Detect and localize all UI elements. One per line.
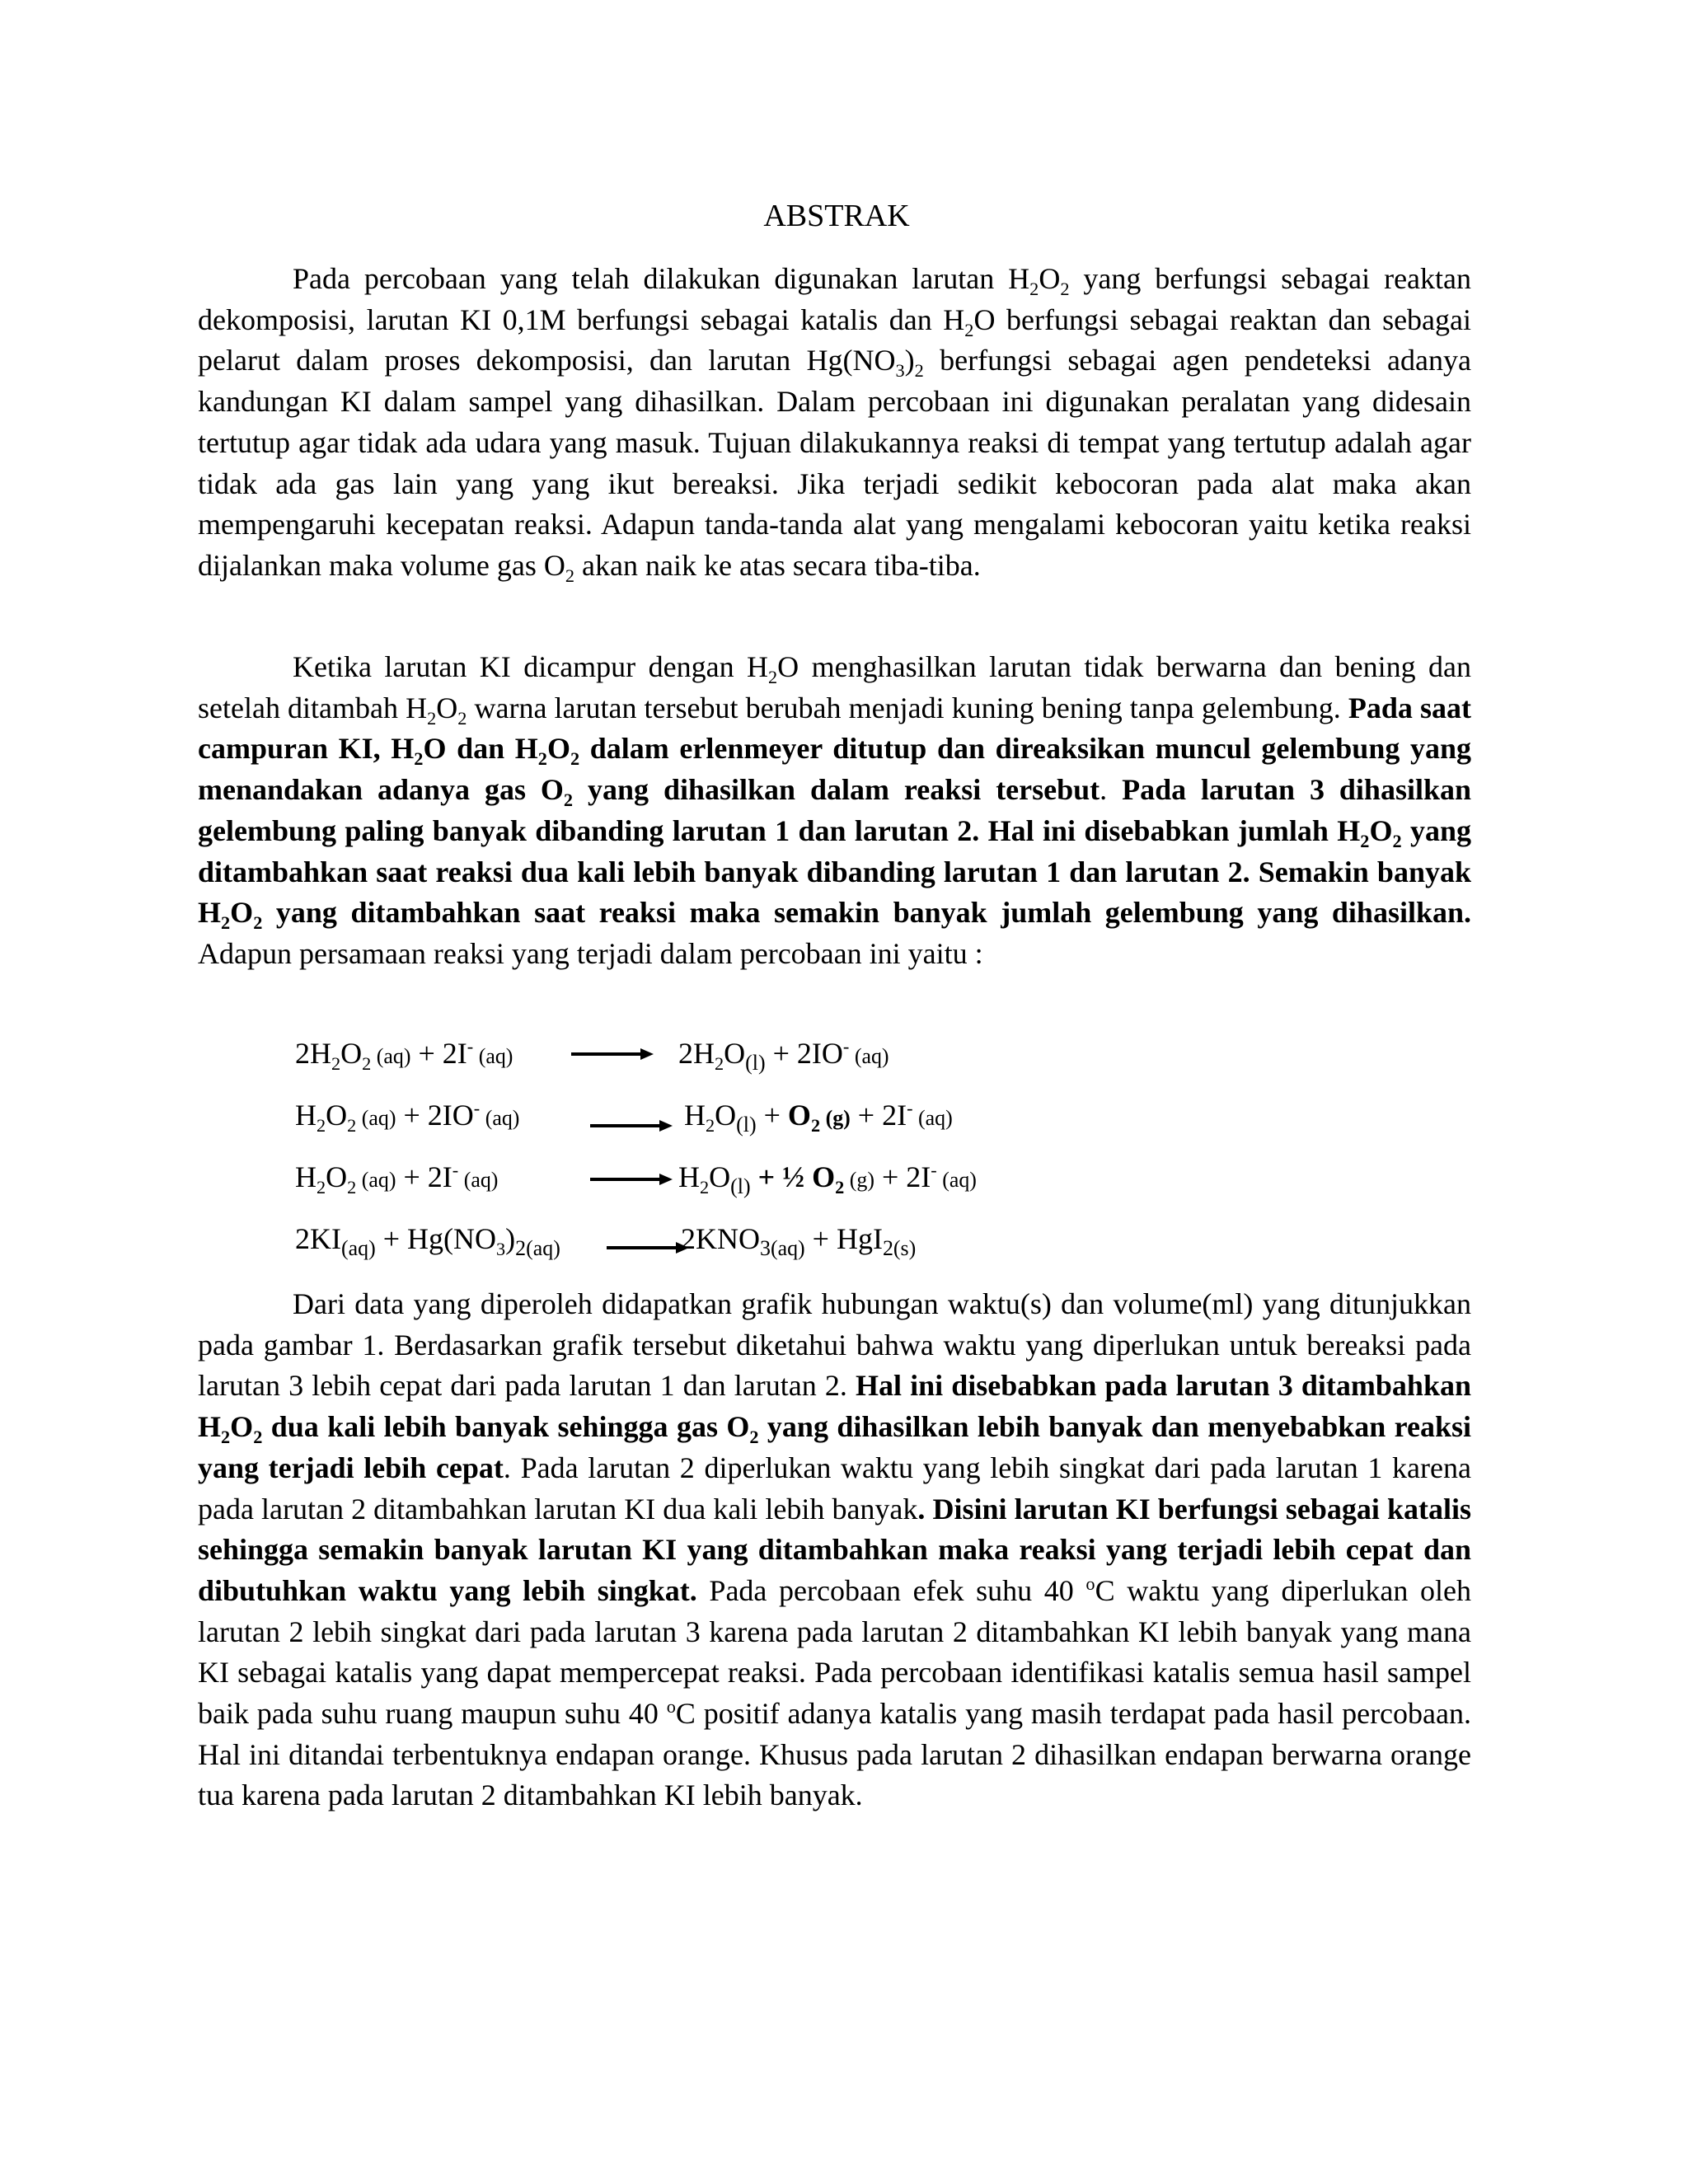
reaction-arrow-icon	[590, 1119, 673, 1132]
equation-4: $2KI_{(aq)} + Hg(NO_3)_{2(aq)}$ $2KNO_{3(aq)} + HgI_{2(s)}$	[295, 1222, 917, 1261]
paragraph-3: Dari data yang diperoleh didapatkan grafik hubungan waktu(s) dan volume(ml) yang ditunjukkan pada gambar 1. Berdasarkan grafik tersebut diketahui bahwa waktu yang diperlukan untuk bereaksi pada larutan 3 lebih cepat dari pada larutan 1 dan larutan 2. Hal ini disebabkan pada larutan 3 ditambahkan $H_2O_2$ dua kali lebih banyak sehingga gas $O_2$ yang dihasilkan lebih banyak dan menyebabkan reaksi yang terjadi lebih cepat. Pada larutan 2 diperlukan waktu yang lebih singkat dari pada larutan 1 karena pada larutan 2 ditambahkan larutan KI dua kali lebih banyak. Disini larutan KI berfungsi sebagai katalis sehingga semakin banyak larutan KI yang ditambahkan maka reaksi yang terjadi lebih cepat dan dibutuhkan waktu yang lebih singkat. Pada percobaan efek suhu 40 $^o$C waktu yang diperlukan oleh larutan 2 lebih singkat dari pada larutan 3 karena pada larutan 2 ditambahkan KI lebih banyak yang mana KI sebagai katalis yang dapat mempercepat reaksi. Pada percobaan identifikasi katalis semua hasil sampel baik pada suhu ruang maupun suhu 40 $^o$C positif adanya katalis yang masih terdapat pada hasil percobaan. Hal ini ditandai terbentuknya endapan orange. Khusus pada larutan 2 dihasilkan endapan berwarna orange tua karena pada larutan 2 ditambahkan KI lebih banyak.	[198, 1287, 1472, 1812]
reaction-arrow-icon	[590, 1173, 673, 1186]
reaction-arrow-icon	[607, 1241, 689, 1254]
bold-statement: Pada saat campuran KI, $H_2O$ dan $H_2O_2$ dalam erlenmeyer ditutup dan direaksikan muncul gelembung yang menandakan adanya gas $O_2$ yang dihasilkan dalam reaksi tersebut	[198, 691, 1472, 811]
bold-statement: Hal ini disebabkan pada larutan 3 ditambahkan $H_2O_2$ dua kali lebih banyak sehingga gas $O_2$ yang dihasilkan lebih banyak dan menyebabkan reaksi yang terjadi lebih cepat	[198, 1369, 1472, 1484]
paragraph-2: Ketika larutan KI dicampur dengan $H_2O$ menghasilkan larutan tidak berwarna dan bening dan setelah ditambah $H_2O_2$ warna larutan tersebut berubah menjadi kuning bening tanpa gelembung. Pada saat campuran KI, $H_2O$ dan $H_2O_2$ dalam erlenmeyer ditutup dan direaksikan muncul gelembung yang menandakan adanya gas $O_2$ yang dihasilkan dalam reaksi tersebut. Pada larutan 3 dihasilkan gelembung paling banyak dibanding larutan 1 dan larutan 2. Hal ini disebabkan jumlah $H_2O_2$ yang ditambahkan saat reaksi dua kali lebih banyak dibanding larutan 1 dan larutan 2. Semakin banyak $H_2O_2$ yang ditambahkan saat reaksi maka semakin banyak jumlah gelembung yang dihasilkan. Adapun persamaan reaksi yang terjadi dalam percobaan ini yaitu :	[198, 650, 1472, 970]
equation-3: $H_2O_2$ (aq) + 2I- (aq) $H_2O_{(l)}$ + ½ $O_2$ (g) + 2I- (aq)	[295, 1160, 977, 1199]
equation-1: $2H_2O_2$ (aq) + 2I- (aq) $2H_2O_{(l)} + 2IO^-$ (aq)	[295, 1036, 889, 1076]
reaction-arrow-icon	[571, 1047, 654, 1061]
bold-statement: Pada larutan 3 dihasilkan gelembung paling banyak dibanding larutan 1 dan larutan 2. Hal ini disebabkan jumlah $H_2O_2$ yang ditambahkan saat reaksi dua kali lebih banyak dibanding larutan 1 dan larutan 2. Semakin banyak $H_2O_2$ yang ditambahkan saat reaksi maka semakin banyak jumlah gelembung yang dihasilkan.	[198, 773, 1472, 934]
bold-statement: . Disini larutan KI berfungsi sebagai katalis sehingga semakin banyak larutan KI yang ditambahkan maka reaksi yang terjadi lebih cepat dan dibutuhkan waktu yang lebih singkat.	[198, 1492, 1471, 1607]
paragraph-1: Pada percobaan yang telah dilakukan digunakan larutan $H_2O_2$ yang berfungsi sebagai reaktan dekomposisi, larutan KI 0,1M berfungsi sebagai katalis dan $H_2O$ berfungsi sebagai reaktan dan sebagai pelarut dalam proses dekomposisi, dan larutan $Hg(NO_3)_2$ berfungsi sebagai agen pendeteksi adanya kandungan KI dalam sampel yang dihasilkan. Dalam percobaan ini digunakan peralatan yang didesain tertutup agar tidak ada udara yang masuk. Tujuan dilakukannya reaksi di tempat yang tertutup adalah agar tidak ada gas lain yang yang ikut bereaksi. Jika terjadi sedikit kebocoran pada alat maka akan mempengaruhi kecepatan reaksi. Adapun tanda-tanda alat yang mengalami kebocoran yaitu ketika reaksi dijalankan maka volume gas $O_2$ akan naik ke atas secara tiba-tiba.	[198, 262, 1472, 587]
equation-2: $H_2O_2$ (aq) + 2IO- (aq) $H_2O_{(l)} + O_2$ (g) + 2I- (aq)	[295, 1098, 953, 1137]
abstract-heading: ABSTRAK	[763, 199, 910, 233]
